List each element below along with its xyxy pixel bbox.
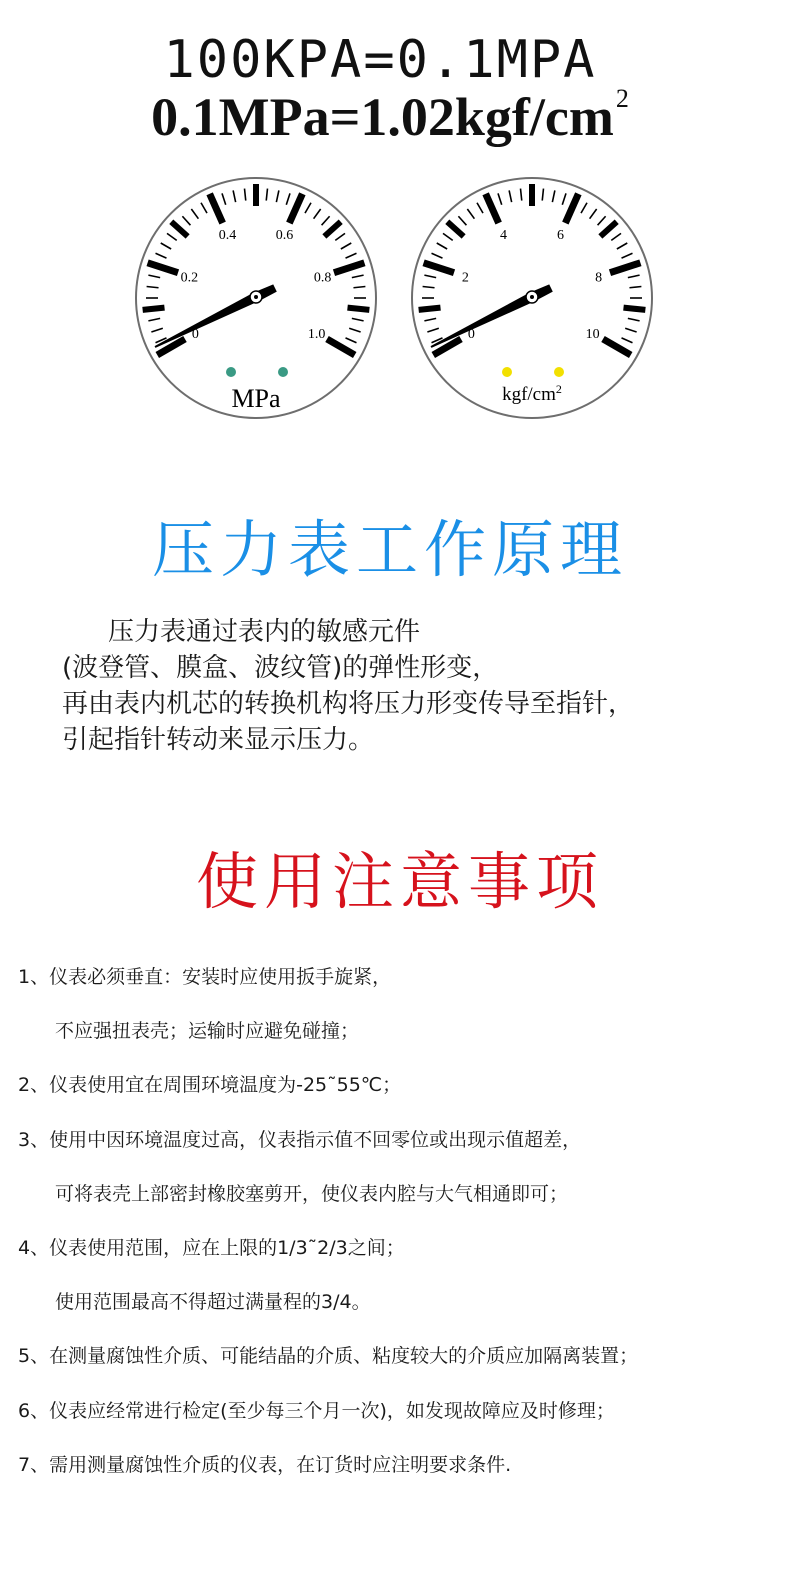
medium-tick	[623, 308, 645, 310]
scale-label: 0.6	[275, 228, 294, 244]
principle-text	[62, 614, 634, 758]
scale-label: 4	[500, 228, 508, 244]
note-item-continued: 不应强扭表壳；运输时应避免碰撞；	[55, 1020, 360, 1043]
scale-label: 8	[595, 270, 603, 286]
medium-tick	[419, 308, 441, 310]
note-item: 3、使用中因环境温度过高，仪表指示值不回零位或出现示值超差，	[18, 1128, 582, 1151]
note-item: 7、需用测量腐蚀性介质的仪表，在订货时应注明要求条件.	[18, 1453, 512, 1476]
medium-tick	[347, 308, 369, 310]
conversion-mpa-kgf	[0, 84, 780, 148]
gauge-hub-dot	[530, 295, 534, 299]
indicator-dot	[554, 367, 564, 377]
indicator-dot	[226, 367, 236, 377]
gauge-kgf-dial	[409, 175, 655, 421]
note-item-continued: 可将表壳上部密封橡胶塞剪开，使仪表内腔与大气相通即可；	[55, 1182, 569, 1205]
indicator-dot	[502, 367, 512, 377]
note-item: 4、仪表使用范围，应在上限的1/3˜2/3之间；	[18, 1236, 405, 1259]
medium-tick	[143, 308, 165, 310]
scale-label: 0.8	[313, 270, 332, 286]
gauge-unit-text: kgf/cm	[502, 384, 556, 405]
notes-list	[18, 962, 638, 1504]
scale-label: 0.2	[180, 270, 199, 286]
conversion-mpa-kgf-text: 0.1MPa=1.02kgf/cm	[151, 87, 614, 147]
gauge-mpa-dial	[133, 175, 379, 421]
note-item: 1、仪表必须垂直：安装时应使用扳手旋紧，	[18, 966, 392, 988]
principle-line: (波登管、膜盒、波纹管)的弹性形变，	[62, 653, 499, 683]
note-item: 5、在测量腐蚀性介质、可能结晶的介质、粘度较大的介质应加隔离装置；	[18, 1345, 639, 1368]
principle-line: 压力表通过表内的敏感元件	[108, 617, 421, 647]
gauge-kgf	[409, 175, 655, 421]
indicator-dot	[278, 367, 288, 377]
scale-label: 0.4	[218, 228, 237, 244]
gauge-unit-sup: 2	[555, 382, 562, 396]
scale-label: 2	[461, 270, 469, 286]
notes-heading: 使用注意事项	[195, 845, 604, 918]
gauge-unit	[231, 384, 281, 413]
scale-label: 0	[191, 327, 199, 342]
gauge-mpa	[133, 175, 379, 421]
note-item: 6、仪表应经常进行检定(至少每三个月一次)，如发现故障应及时修理；	[18, 1399, 615, 1422]
gauge-unit-text: MPa	[231, 384, 281, 413]
scale-label: 1.0	[307, 327, 326, 342]
principle-line: 再由表内机芯的转换机构将压力形变传导至指针，	[62, 689, 635, 719]
principle-line: 引起指针转动来显示压力。	[62, 725, 375, 755]
gauge-unit	[502, 382, 562, 405]
conversion-superscript: 2	[615, 84, 629, 113]
scale-label: 10	[585, 327, 600, 342]
note-item: 2、仪表使用宜在周围环境温度为-25˜55℃；	[18, 1074, 402, 1097]
conversion-kpa-mpa: 100KPA=0.1MPA	[163, 30, 597, 90]
note-item-continued: 使用范围最高不得超过满量程的3/4。	[55, 1291, 371, 1314]
scale-label: 6	[556, 228, 564, 244]
scale-label: 0	[467, 327, 475, 342]
gauge-hub-dot	[254, 295, 258, 299]
principle-heading: 压力表工作原理	[151, 513, 628, 586]
